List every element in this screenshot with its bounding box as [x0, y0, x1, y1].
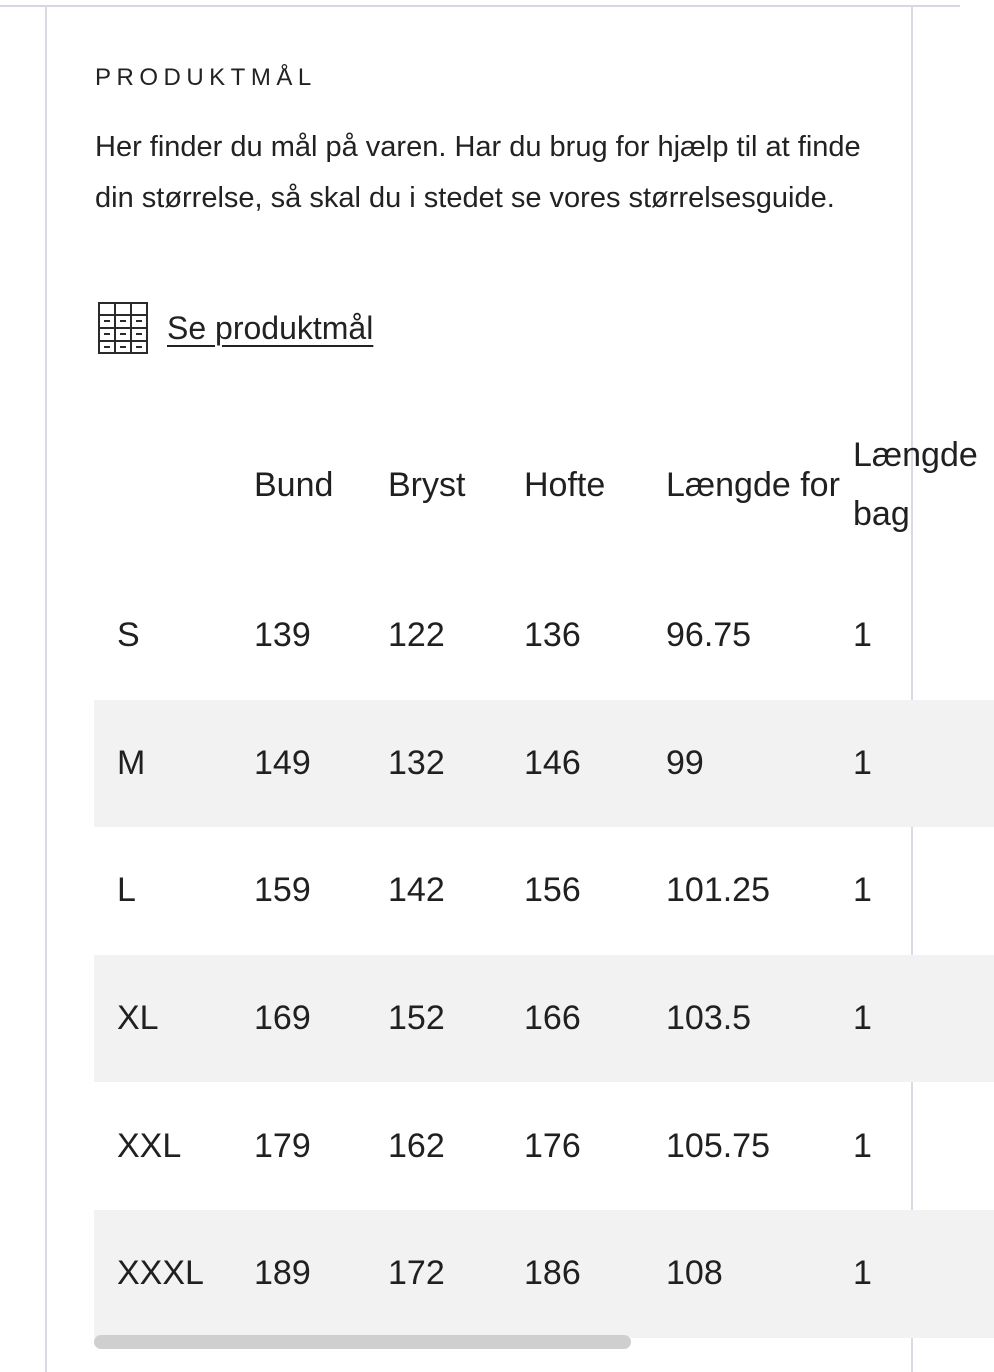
table-cell: 166	[524, 999, 581, 1038]
table-row	[94, 1210, 994, 1338]
scrollbar-thumb[interactable]	[94, 1335, 631, 1349]
table-cell: 1	[853, 743, 872, 782]
table-cell-size: M	[117, 743, 146, 782]
table-cell-size: XL	[117, 999, 159, 1038]
measurements-table-scroll-area[interactable]	[94, 398, 978, 1338]
table-cell: 176	[524, 1126, 581, 1165]
section-intro: Her finder du mål på varen. Har du brug for hjælp til at finde din størrelse, så skal du i stedet se vores størrelsesguide.	[95, 131, 861, 214]
table-row	[94, 700, 994, 828]
table-row	[94, 1082, 994, 1210]
see-product-measurements-link[interactable]: Se produktmål	[167, 309, 374, 346]
column-header-hofte: Hofte	[524, 465, 606, 504]
table-header-row	[94, 398, 994, 572]
table-cell-size: L	[117, 871, 136, 910]
table-cell: 146	[524, 743, 581, 782]
column-header-bryst: Bryst	[388, 465, 466, 504]
table-row	[94, 827, 994, 955]
table-cell: 1	[853, 1126, 872, 1165]
column-header-laengde-bag: Længde bag	[853, 436, 978, 533]
table-cell: 149	[254, 743, 311, 782]
table-cell: 162	[388, 1126, 445, 1165]
table-cell: 189	[254, 1254, 311, 1293]
table-cell: 108	[666, 1254, 723, 1293]
table-cell: 96.75	[666, 616, 752, 655]
table-cell: 1	[853, 999, 872, 1038]
table-cell: 105.75	[666, 1126, 770, 1165]
table-row	[94, 572, 994, 700]
table-cell: 1	[853, 616, 872, 655]
table-cell: 101.25	[666, 871, 770, 910]
table-cell: 122	[388, 616, 445, 655]
measurements-table	[94, 398, 994, 1338]
table-cell: 179	[254, 1126, 311, 1165]
column-header-size	[94, 398, 254, 572]
table-cell: 152	[388, 999, 445, 1038]
table-cell-size: XXL	[117, 1126, 182, 1165]
table-cell: 139	[254, 616, 311, 655]
column-header-laengde-for: Længde for	[666, 465, 840, 504]
table-cell: 172	[388, 1254, 445, 1293]
table-cell: 142	[388, 871, 445, 910]
table-cell: 169	[254, 999, 311, 1038]
table-icon	[97, 300, 149, 356]
table-cell: 103.5	[666, 999, 752, 1038]
table-cell: 1	[853, 871, 872, 910]
table-cell: 159	[254, 871, 311, 910]
table-cell-size: XXXL	[117, 1254, 204, 1293]
panel-border-left	[45, 6, 47, 1372]
column-header-bund: Bund	[254, 465, 334, 504]
table-cell: 186	[524, 1254, 581, 1293]
table-cell: 156	[524, 871, 581, 910]
section-heading: PRODUKTMÅL	[95, 64, 317, 91]
table-cell-size: S	[117, 616, 140, 655]
horizontal-scrollbar[interactable]	[94, 1335, 866, 1349]
table-cell: 136	[524, 616, 581, 655]
table-row	[94, 955, 994, 1083]
table-cell: 99	[666, 743, 704, 782]
table-cell: 1	[853, 1254, 872, 1293]
product-measurements-link-row[interactable]	[97, 300, 373, 356]
table-cell: 132	[388, 743, 445, 782]
top-divider	[0, 5, 960, 7]
